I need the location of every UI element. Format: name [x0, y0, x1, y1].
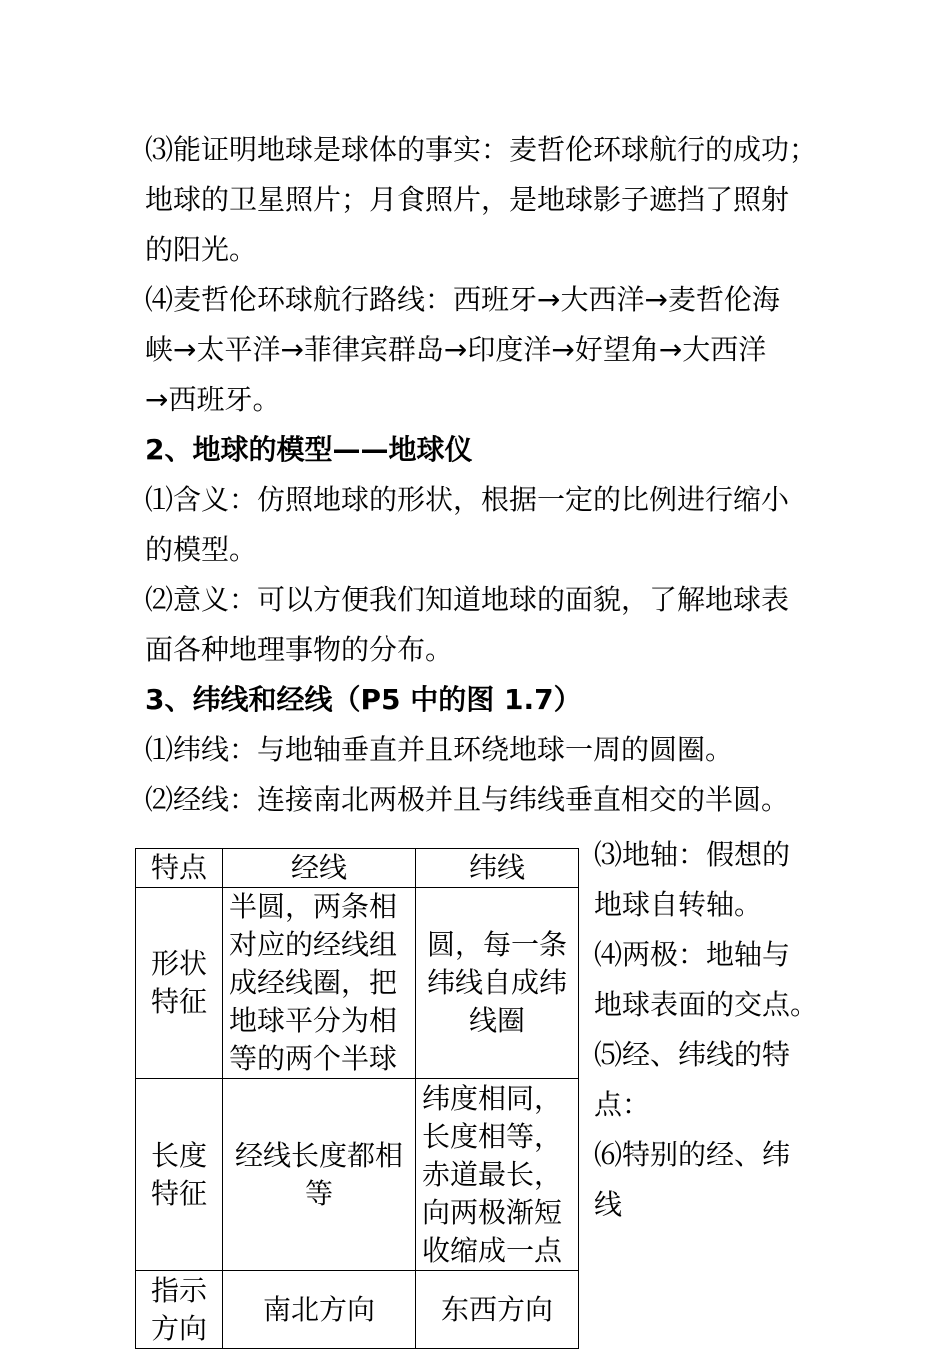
- table-row: [136, 888, 579, 1079]
- text-line: 地球的卫星照片；月食照片，是地球影子遮挡了照射: [145, 183, 790, 216]
- text-line: ⑸经、纬线的特: [594, 1038, 791, 1071]
- row-label-cell: 指示方向: [136, 1271, 223, 1349]
- table-header-cell: 纬线: [416, 849, 579, 888]
- text-line: 线: [594, 1188, 623, 1221]
- section-heading-globe-model: 2、地球的模型——地球仪: [145, 433, 473, 466]
- table-header-cell: 特点: [136, 849, 223, 888]
- meridian-cell: 半圆，两条相对应的经线组成经线圈，把地球平分为相等的两个半球: [223, 888, 416, 1079]
- row-label-cell: 形状特征: [136, 888, 223, 1079]
- text-line: ⑵意义：可以方便我们知道地球的面貌，了解地球表: [145, 583, 790, 616]
- text-line: →西班牙。: [145, 383, 281, 416]
- parallel-cell: 圆，每一条纬线自成纬线圈: [416, 888, 579, 1079]
- text-line: ⑴纬线：与地轴垂直并且环绕地球一周的圆圈。: [145, 733, 734, 766]
- table-header-row: [136, 849, 579, 888]
- text-line: 的阳光。: [145, 233, 258, 266]
- side-notes: [594, 830, 834, 1230]
- table-header-cell: 经线: [223, 849, 416, 888]
- parallel-cell: 东西方向: [416, 1271, 579, 1349]
- text-line: 地球自转轴。: [594, 888, 763, 921]
- row-label-cell: 长度特征: [136, 1079, 223, 1271]
- text-line: 点：: [594, 1088, 651, 1121]
- text-line: 峡→太平洋→菲律宾群岛→印度洋→好望角→大西洋: [145, 333, 767, 366]
- text-line: ⑶能证明地球是球体的事实：麦哲伦环球航行的成功；: [145, 133, 818, 166]
- text-line: 面各种地理事物的分布。: [145, 633, 454, 666]
- text-line: ⑶地轴：假想的: [594, 838, 791, 871]
- text-line: ⑴含义：仿照地球的形状，根据一定的比例进行缩小: [145, 483, 790, 516]
- text-line: ⑷两极：地轴与: [594, 938, 791, 971]
- table-row: [136, 1079, 579, 1271]
- meridian-cell: 南北方向: [223, 1271, 416, 1349]
- text-line: ⑵经线：连接南北两极并且与纬线垂直相交的半圆。: [145, 783, 790, 816]
- table-row: [136, 1271, 579, 1349]
- text-line: ⑷麦哲伦环球航行路线：西班牙→大西洋→麦哲伦海: [145, 283, 780, 316]
- meridian-cell: 经线长度都相等: [223, 1079, 416, 1271]
- comparison-table: [135, 848, 579, 1349]
- document-body: [145, 125, 818, 825]
- section-heading-parallels-meridians: 3、纬线和经线（P5 中的图 1.7）: [145, 683, 582, 716]
- text-line: ⑹特别的经、纬: [594, 1138, 791, 1171]
- text-line: 的模型。: [145, 533, 258, 566]
- parallel-cell: 纬度相同，长度相等，赤道最长，向两极渐短收缩成一点: [416, 1079, 579, 1271]
- text-line: 地球表面的交点。: [594, 988, 819, 1021]
